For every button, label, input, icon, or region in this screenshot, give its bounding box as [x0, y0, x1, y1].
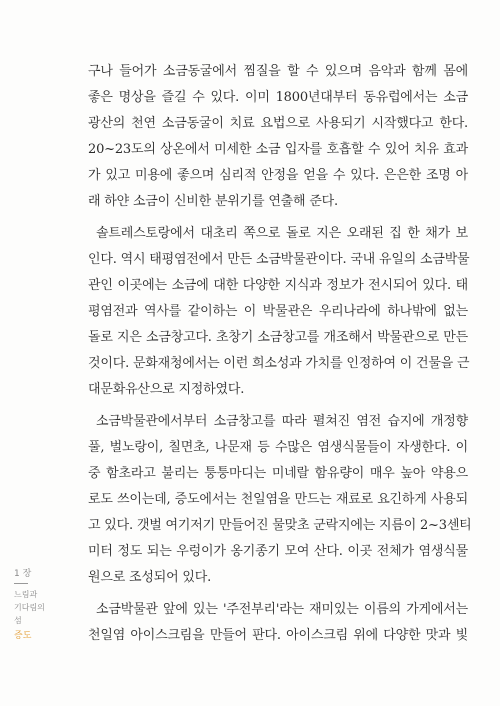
text-line: 광산의 천연 소금동굴이 치료 요법으로 사용되기 시작했다고 한다.: [88, 116, 468, 131]
chapter-title-line: 느림과: [14, 590, 38, 599]
paragraph-1: [88, 59, 468, 215]
text-line: 관인 이곳에는 소금에 대한 다양한 지식과 정보가 전시되어 있다. 태: [88, 278, 468, 293]
text-line: 가 있고 미용에 좋으며 심리적 안정을 얻을 수 있다. 은은한 조명 아: [88, 168, 468, 183]
text-line: 좋은 명상을 즐길 수 있다. 이미 1800년대부터 동유럽에서는 소금: [88, 90, 468, 105]
text-line: 평염전과 역사를 같이하는 이 박물관은 우리나라에 하나밖에 없는: [88, 304, 468, 319]
text-line: 대문화유산으로 지정하였다.: [88, 382, 245, 397]
chapter-side-tab: [14, 568, 54, 643]
text-line: 원으로 조성되어 있다.: [88, 570, 212, 585]
text-line: 인다. 역시 태평염전에서 만든 소금박물관이다. 국내 유일의 소금박물: [88, 252, 470, 267]
text-line: 고 있다. 갯벌 여기저기 만들어진 물맞초 군락지에는 지름이 2~3센티: [88, 518, 472, 533]
text-line: 로도 쓰이는데, 증도에서는 천일염을 만드는 재료로 요긴하게 사용되: [88, 492, 468, 507]
text-line: 풀, 벌노랑이, 칠면초, 나문재 등 수많은 염생식물들이 자생한다. 이: [88, 440, 468, 455]
divider: [14, 583, 28, 584]
text-line: 구나 들어가 소금동굴에서 찜질을 할 수 있으며 음악과 함께 몸에: [88, 64, 468, 79]
text-line: 솔트레스토랑에서 대초리 쪽으로 돌로 지은 오래된 집 한 채가 보: [96, 226, 468, 241]
body-text: [88, 59, 472, 649]
text-line: 천일염 아이스크림을 만들어 판다. 아이스크림 위에 다양한 맛과 빛: [88, 628, 468, 643]
text-line: 것이다. 문화재청에서는 이런 희소성과 가치를 인정하여 이 건물을 근: [88, 356, 470, 371]
text-line: 래 하얀 소금이 신비한 분위기를 연출해 준다.: [88, 194, 338, 209]
paragraph-2: [88, 221, 468, 403]
paragraph-3: [88, 409, 472, 591]
text-line: 돌로 지은 소금창고다. 초창기 소금창고를 개조해서 박물관으로 만든: [88, 330, 468, 345]
paragraph-4: [88, 597, 468, 649]
text-line: 소금박물관 앞에 있는 '주전부리'라는 재미있는 이름의 가게에서는: [96, 602, 468, 617]
chapter-title-line: 섬: [14, 616, 22, 625]
text-line: 20~23도의 상온에서 미세한 소금 입자를 호흡할 수 있어 치유 효과: [88, 142, 468, 157]
chapter-number: 1 장: [14, 569, 32, 579]
chapter-title-line: 기다림의: [14, 603, 45, 612]
current-section-label: 증도: [14, 631, 32, 641]
text-line: 미터 정도 되는 우렁이가 옹기종기 모여 산다. 이곳 전체가 염생식물: [88, 544, 468, 559]
text-line: 중 함초라고 불리는 퉁퉁마디는 미네랄 함유량이 매우 높아 약용으: [88, 466, 468, 481]
text-line: 소금박물관에서부터 소금창고를 따라 펼쳐진 염전 습지에 개정향: [96, 414, 468, 429]
